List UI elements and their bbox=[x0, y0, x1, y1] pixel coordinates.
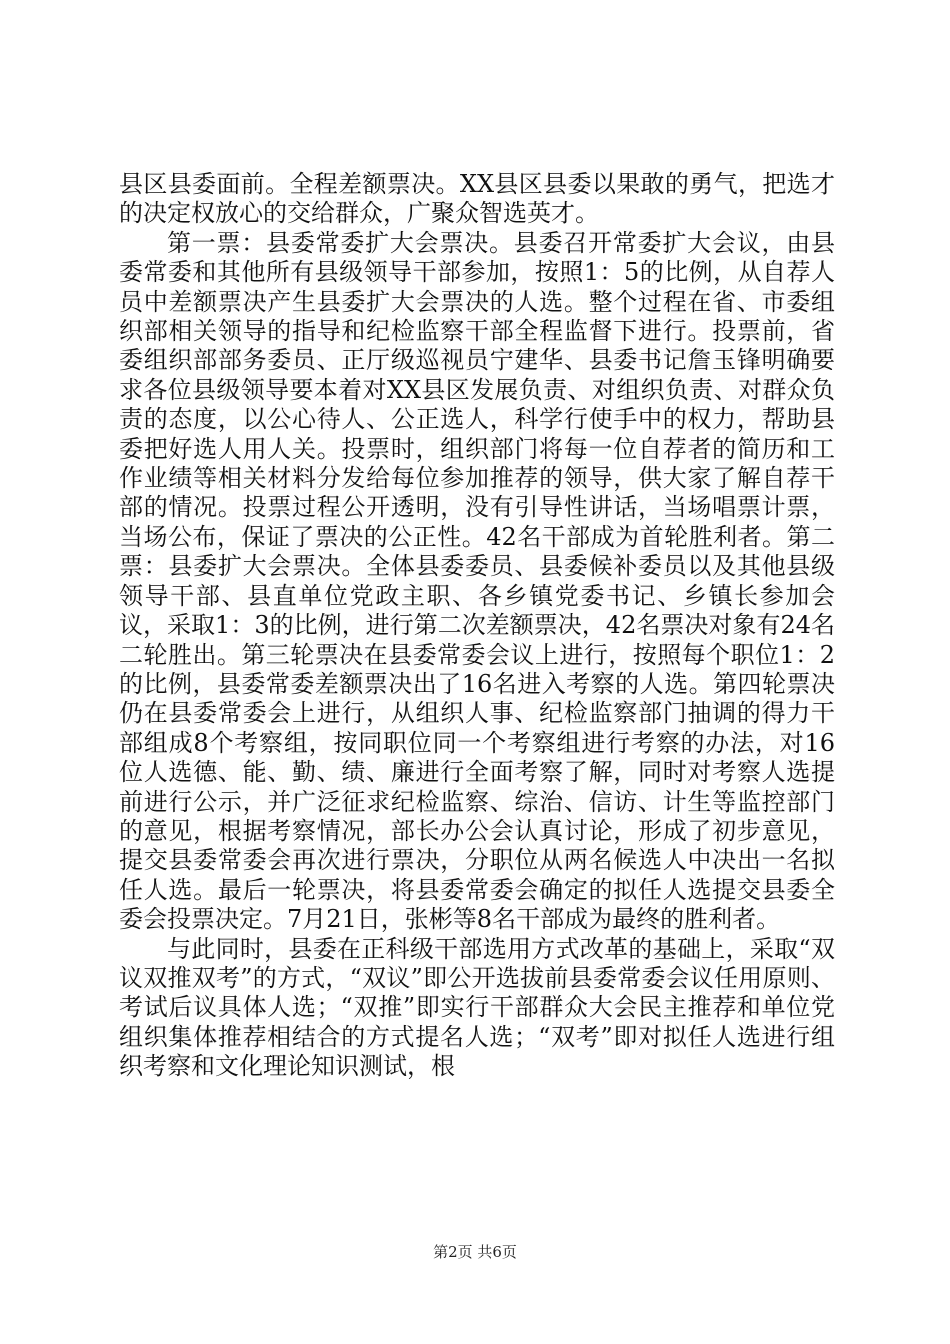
paragraph-1: 县区县委面前。全程差额票决。XX县区县委以果敢的勇气，把选才的决定权放心的交给群众，广聚众智选英才。 bbox=[119, 170, 835, 228]
page-footer: 第2页 共6页 bbox=[433, 1243, 517, 1261]
paragraph-2: 第一票：县委常委扩大会票决。县委召开常委扩大会议，由县委常委和其他所有县级领导干部参加，按照1：5的比例，从自荐人员中差额票决产生县委扩大会票决的人选。整个过程在省、市委组织部相关领导的指导和纪检监察干部全程监督下进行。投票前，省委组织部部务委员、正厅级巡视员宁建华、县委书记詹玉锋明确要求各位县级领导要本着对XX县区发展负责、对组织负责、对群众负责的态度，以公心待人、公正选人，科学行使手中的权力，帮助县委把好选人用人关。投票时，组织部门将每一位自荐者的简历和工作业绩等相关材料分发给每位参加推荐的领导，供大家了解自荐干部的情况。投票过程公开透明，没有引导性讲话，当场唱票计票，当场公布，保证了票决的公正性。42名干部成为首轮胜利者。第二票：县委扩大会票决。全体县委委员、县委候补委员以及其他县级领导干部、县直单位党政主职、各乡镇党委书记、乡镇长参加会议，采取1：3的比例，进行第二次差额票决，42名票决对象有24名二轮胜出。第三轮票决在县委常委会议上进行，按照每个职位1：2的比例，县委常委差额票决出了16名进入考察的人选。第四轮票决仍在县委常委会上进行，从组织人事、纪检监察部门抽调的得力干部组成8个考察组，按同职位同一个考察组进行考察的办法，对16位人选德、能、勤、绩、廉进行全面考察了解，同时对考察人选提前进行公示，并广泛征求纪检监察、综治、信访、计生等监控部门的意见，根据考察情况，部长办公会认真讨论，形成了初步意见，提交县委常委会再次进行票决，分职位从两名候选人中决出一名拟任人选。最后一轮票决，将县委常委会确定的拟任人选提交县委全委会投票决定。7月21日，张彬等8名干部成为最终的胜利者。 bbox=[119, 228, 835, 934]
paragraph-3: 与此同时，县委在正科级干部选用方式改革的基础上，采取“双议双推双考”的方式，“双议”即公开选拔前县委常委会议任用原则、考试后议具体人选；“双推”即实行干部群众大会民主推荐和单位党组织集体推荐相结合的方式提名人选；“双考”即对拟任人选进行组织考察和文化理论知识测试，根 bbox=[119, 934, 835, 1081]
document-body bbox=[119, 170, 835, 1082]
